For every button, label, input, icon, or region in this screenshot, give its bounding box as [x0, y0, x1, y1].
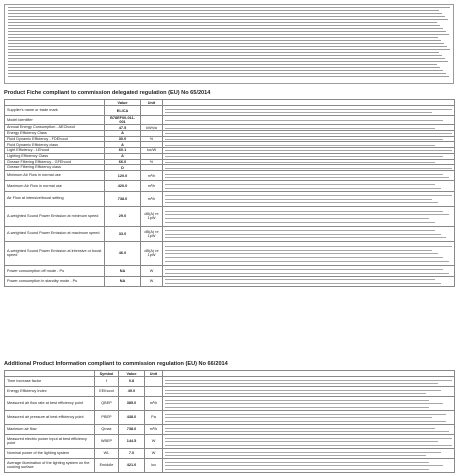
- header-unit: Unit: [145, 371, 163, 377]
- header-unit: Unit: [141, 100, 163, 106]
- multilingual-fine-print: [163, 410, 455, 424]
- row-label: A-weighted Sound Power Emission at intensive or boost speed: [5, 241, 105, 266]
- row-unit: dB(A) re 1pW: [141, 226, 163, 241]
- row-label: Lighting Efficiency Class: [5, 153, 105, 159]
- row-symbol: f: [95, 377, 119, 387]
- multilingual-fine-print: [163, 386, 455, 396]
- row-symbol: EEIhood: [95, 386, 119, 396]
- row-unit: m³/h: [141, 170, 163, 180]
- row-symbol: QBEP: [95, 396, 119, 410]
- row-label: Maximum Air Flow in normal use: [5, 181, 105, 191]
- row-label: Time increase factor: [5, 377, 95, 387]
- row-value: 144.5: [119, 434, 145, 448]
- row-unit: W: [145, 434, 163, 448]
- row-unit: dB(A) re 1pW: [141, 206, 163, 226]
- multilingual-fine-print: [163, 458, 455, 472]
- row-unit: m³/h: [141, 181, 163, 191]
- row-unit: [141, 116, 163, 125]
- row-value: 29.0: [105, 206, 141, 226]
- row-unit: m³/h: [141, 191, 163, 206]
- row-value: 30.0: [105, 136, 141, 142]
- table-row: [5, 181, 455, 191]
- row-value: 420.0: [105, 181, 141, 191]
- table-row: [5, 226, 455, 241]
- row-value: 385.0: [119, 396, 145, 410]
- row-label: Average illumination of the lighting system on the cooking surface: [5, 458, 95, 472]
- row-label: Air Flow at intensive/boost setting: [5, 191, 105, 206]
- table-row: [5, 191, 455, 206]
- row-symbol: WL: [95, 448, 119, 458]
- row-value: 0.8: [119, 377, 145, 387]
- row-label: Minimum Air Flow in normal use: [5, 170, 105, 180]
- row-unit: W: [145, 448, 163, 458]
- row-value: 7.0: [119, 448, 145, 458]
- row-value: NA: [105, 276, 141, 286]
- row-value: B78EF00-011-001: [105, 116, 141, 125]
- table-row: [5, 266, 455, 276]
- row-value: 33.0: [105, 226, 141, 241]
- multilingual-fine-print: [163, 116, 455, 125]
- row-value: A: [105, 153, 141, 159]
- row-label: Fluid Dynamic Efficiency - FDEhood: [5, 136, 105, 142]
- row-unit: [145, 377, 163, 387]
- row-unit: m³/h: [145, 424, 163, 434]
- row-value: 738.0: [119, 424, 145, 434]
- row-value: 738.0: [105, 191, 141, 206]
- row-unit: %: [141, 159, 163, 165]
- row-unit: kWh/a: [141, 125, 163, 131]
- row-label: Light Efficiency - LEhood: [5, 148, 105, 154]
- row-unit: lux/W: [141, 148, 163, 154]
- row-value: 46.0: [105, 241, 141, 266]
- row-value: 120.0: [105, 170, 141, 180]
- table-row: [5, 458, 455, 472]
- row-value: A: [105, 131, 141, 137]
- table-row: [5, 410, 455, 424]
- multilingual-fine-print: [163, 276, 455, 286]
- row-symbol: Qmax: [95, 424, 119, 434]
- table-row: [5, 170, 455, 180]
- multilingual-fine-print: [163, 206, 455, 226]
- additional-info-title: Additional Product Information compliant to commission regulation (EU) No 66/2014: [4, 361, 228, 367]
- row-value: A: [105, 142, 141, 148]
- multilingual-fine-print: [163, 434, 455, 448]
- row-label: Supplier's name or trade mark: [5, 106, 105, 116]
- table-row: [5, 386, 455, 396]
- row-unit: W: [141, 276, 163, 286]
- multilingual-fine-print: [163, 266, 455, 276]
- row-value: 66.0: [105, 159, 141, 165]
- row-unit: Pa: [145, 410, 163, 424]
- row-label: Grease Filtering Efficiency - GFEhood: [5, 159, 105, 165]
- row-value: ELICA: [105, 106, 141, 116]
- multilingual-fine-print: [163, 377, 455, 387]
- table-row: [5, 434, 455, 448]
- row-unit: lux: [145, 458, 163, 472]
- row-label: Maximum air flow: [5, 424, 95, 434]
- row-value: 47.5: [105, 125, 141, 131]
- row-unit: %: [141, 136, 163, 142]
- multilingual-fine-print: [163, 191, 455, 206]
- additional-info-table: [4, 370, 455, 473]
- fiche-title: Product Fiche compliant to commission delegated regulation (EU) No 65/2014: [4, 90, 211, 96]
- row-symbol: WBEP: [95, 434, 119, 448]
- row-label: Power consumption in standby mode - Ps: [5, 276, 105, 286]
- table-row: [5, 448, 455, 458]
- header-symbol: Symbol: [95, 371, 119, 377]
- row-unit: [145, 386, 163, 396]
- table-row: [5, 116, 455, 125]
- row-label: Annual Energy Consumption - AEChood: [5, 125, 105, 131]
- row-label: Energy Efficiency Index: [5, 386, 95, 396]
- row-label: Power consumption off mode - Po: [5, 266, 105, 276]
- multilingual-fine-print: [163, 181, 455, 191]
- row-unit: m³/h: [145, 396, 163, 410]
- multilingual-fine-print: [163, 448, 455, 458]
- header-value: Value: [119, 371, 145, 377]
- row-value: NA: [105, 266, 141, 276]
- row-label: Measured air pressure at best efficiency point: [5, 410, 95, 424]
- row-value: 421.0: [119, 458, 145, 472]
- row-value: 60.1: [105, 148, 141, 154]
- row-symbol: Emiddle: [95, 458, 119, 472]
- row-label: Measured air flow rate at best efficiency point: [5, 396, 95, 410]
- row-symbol: PBEP: [95, 410, 119, 424]
- product-fiche-table: [4, 99, 455, 287]
- row-label: Fluid Dynamic Efficiency class: [5, 142, 105, 148]
- table-row: [5, 206, 455, 226]
- multilingual-fine-print: [163, 106, 455, 116]
- row-label: A-weighted Sound Power Emission at maximum speed: [5, 226, 105, 241]
- row-label: Measured electric power input at best efficiency point: [5, 434, 95, 448]
- multilingual-fine-print: [163, 170, 455, 180]
- multilingual-fine-print: [163, 226, 455, 241]
- row-label: Grease Filtering Efficiency class: [5, 165, 105, 171]
- multilingual-fine-print: [163, 424, 455, 434]
- table-row: [5, 106, 455, 116]
- row-value: 438.0: [119, 410, 145, 424]
- multilingual-fine-print: [163, 241, 455, 266]
- row-value: 49.0: [119, 386, 145, 396]
- row-label: A-weighted Sound Power Emission at minimum speed: [5, 206, 105, 226]
- table-row: [5, 396, 455, 410]
- table-row: [5, 424, 455, 434]
- row-label: Model identifier: [5, 116, 105, 125]
- table-row: [5, 241, 455, 266]
- table-row: [5, 377, 455, 387]
- fine-print-block: [4, 4, 454, 84]
- row-value: D: [105, 165, 141, 171]
- multilingual-fine-print: [163, 396, 455, 410]
- table-row: [5, 276, 455, 286]
- row-unit: W: [141, 266, 163, 276]
- row-label: Energy Efficiency Class: [5, 131, 105, 137]
- row-unit: dB(A) re 1pW: [141, 241, 163, 266]
- header-value: Value: [105, 100, 141, 106]
- row-label: Nominal power of the lighting system: [5, 448, 95, 458]
- row-unit: [141, 106, 163, 116]
